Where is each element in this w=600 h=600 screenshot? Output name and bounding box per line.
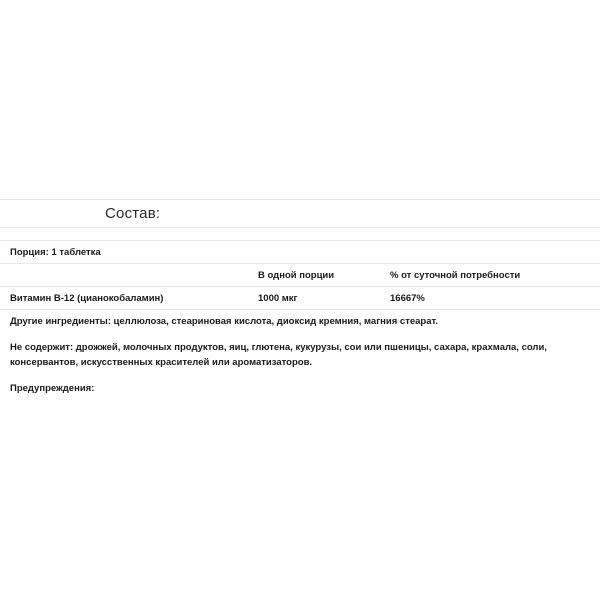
panel-title-row <box>0 200 600 227</box>
serving-size-row <box>0 241 600 263</box>
table-header-row <box>0 264 600 286</box>
supplement-facts-panel <box>0 199 600 310</box>
panel-bottom-divider <box>0 309 600 310</box>
nutrient-amount: 1000 мкг <box>258 292 298 304</box>
nutrient-name: Витамин B-12 (цианокобаламин) <box>10 292 164 304</box>
free-from-text: Не содержит: дрожжей, молочных продуктов, яиц, глютена, кукурузы, сои или пшеницы, сахара, крахмала, соли, консервантов, искусственных красителей или ароматизаторов. <box>10 342 547 368</box>
column-header-daily-value: % от суточной потребности <box>390 269 521 281</box>
column-header-amount-per-serving: В одной порции <box>258 269 335 281</box>
other-ingredients-text: Другие ингредиенты: целлюлоза, стеариновая кислота, диоксид кремния, магния стеарат. <box>10 316 438 327</box>
panel-spacer-band <box>0 228 600 240</box>
notes-block <box>0 314 600 396</box>
table-row <box>0 287 600 309</box>
nutrient-daily-value: 16667% <box>390 292 425 304</box>
serving-size-label: Порция: 1 таблетка <box>10 246 101 258</box>
page-title: Состав: <box>105 205 161 222</box>
warnings-label: Предупреждения: <box>10 383 95 394</box>
